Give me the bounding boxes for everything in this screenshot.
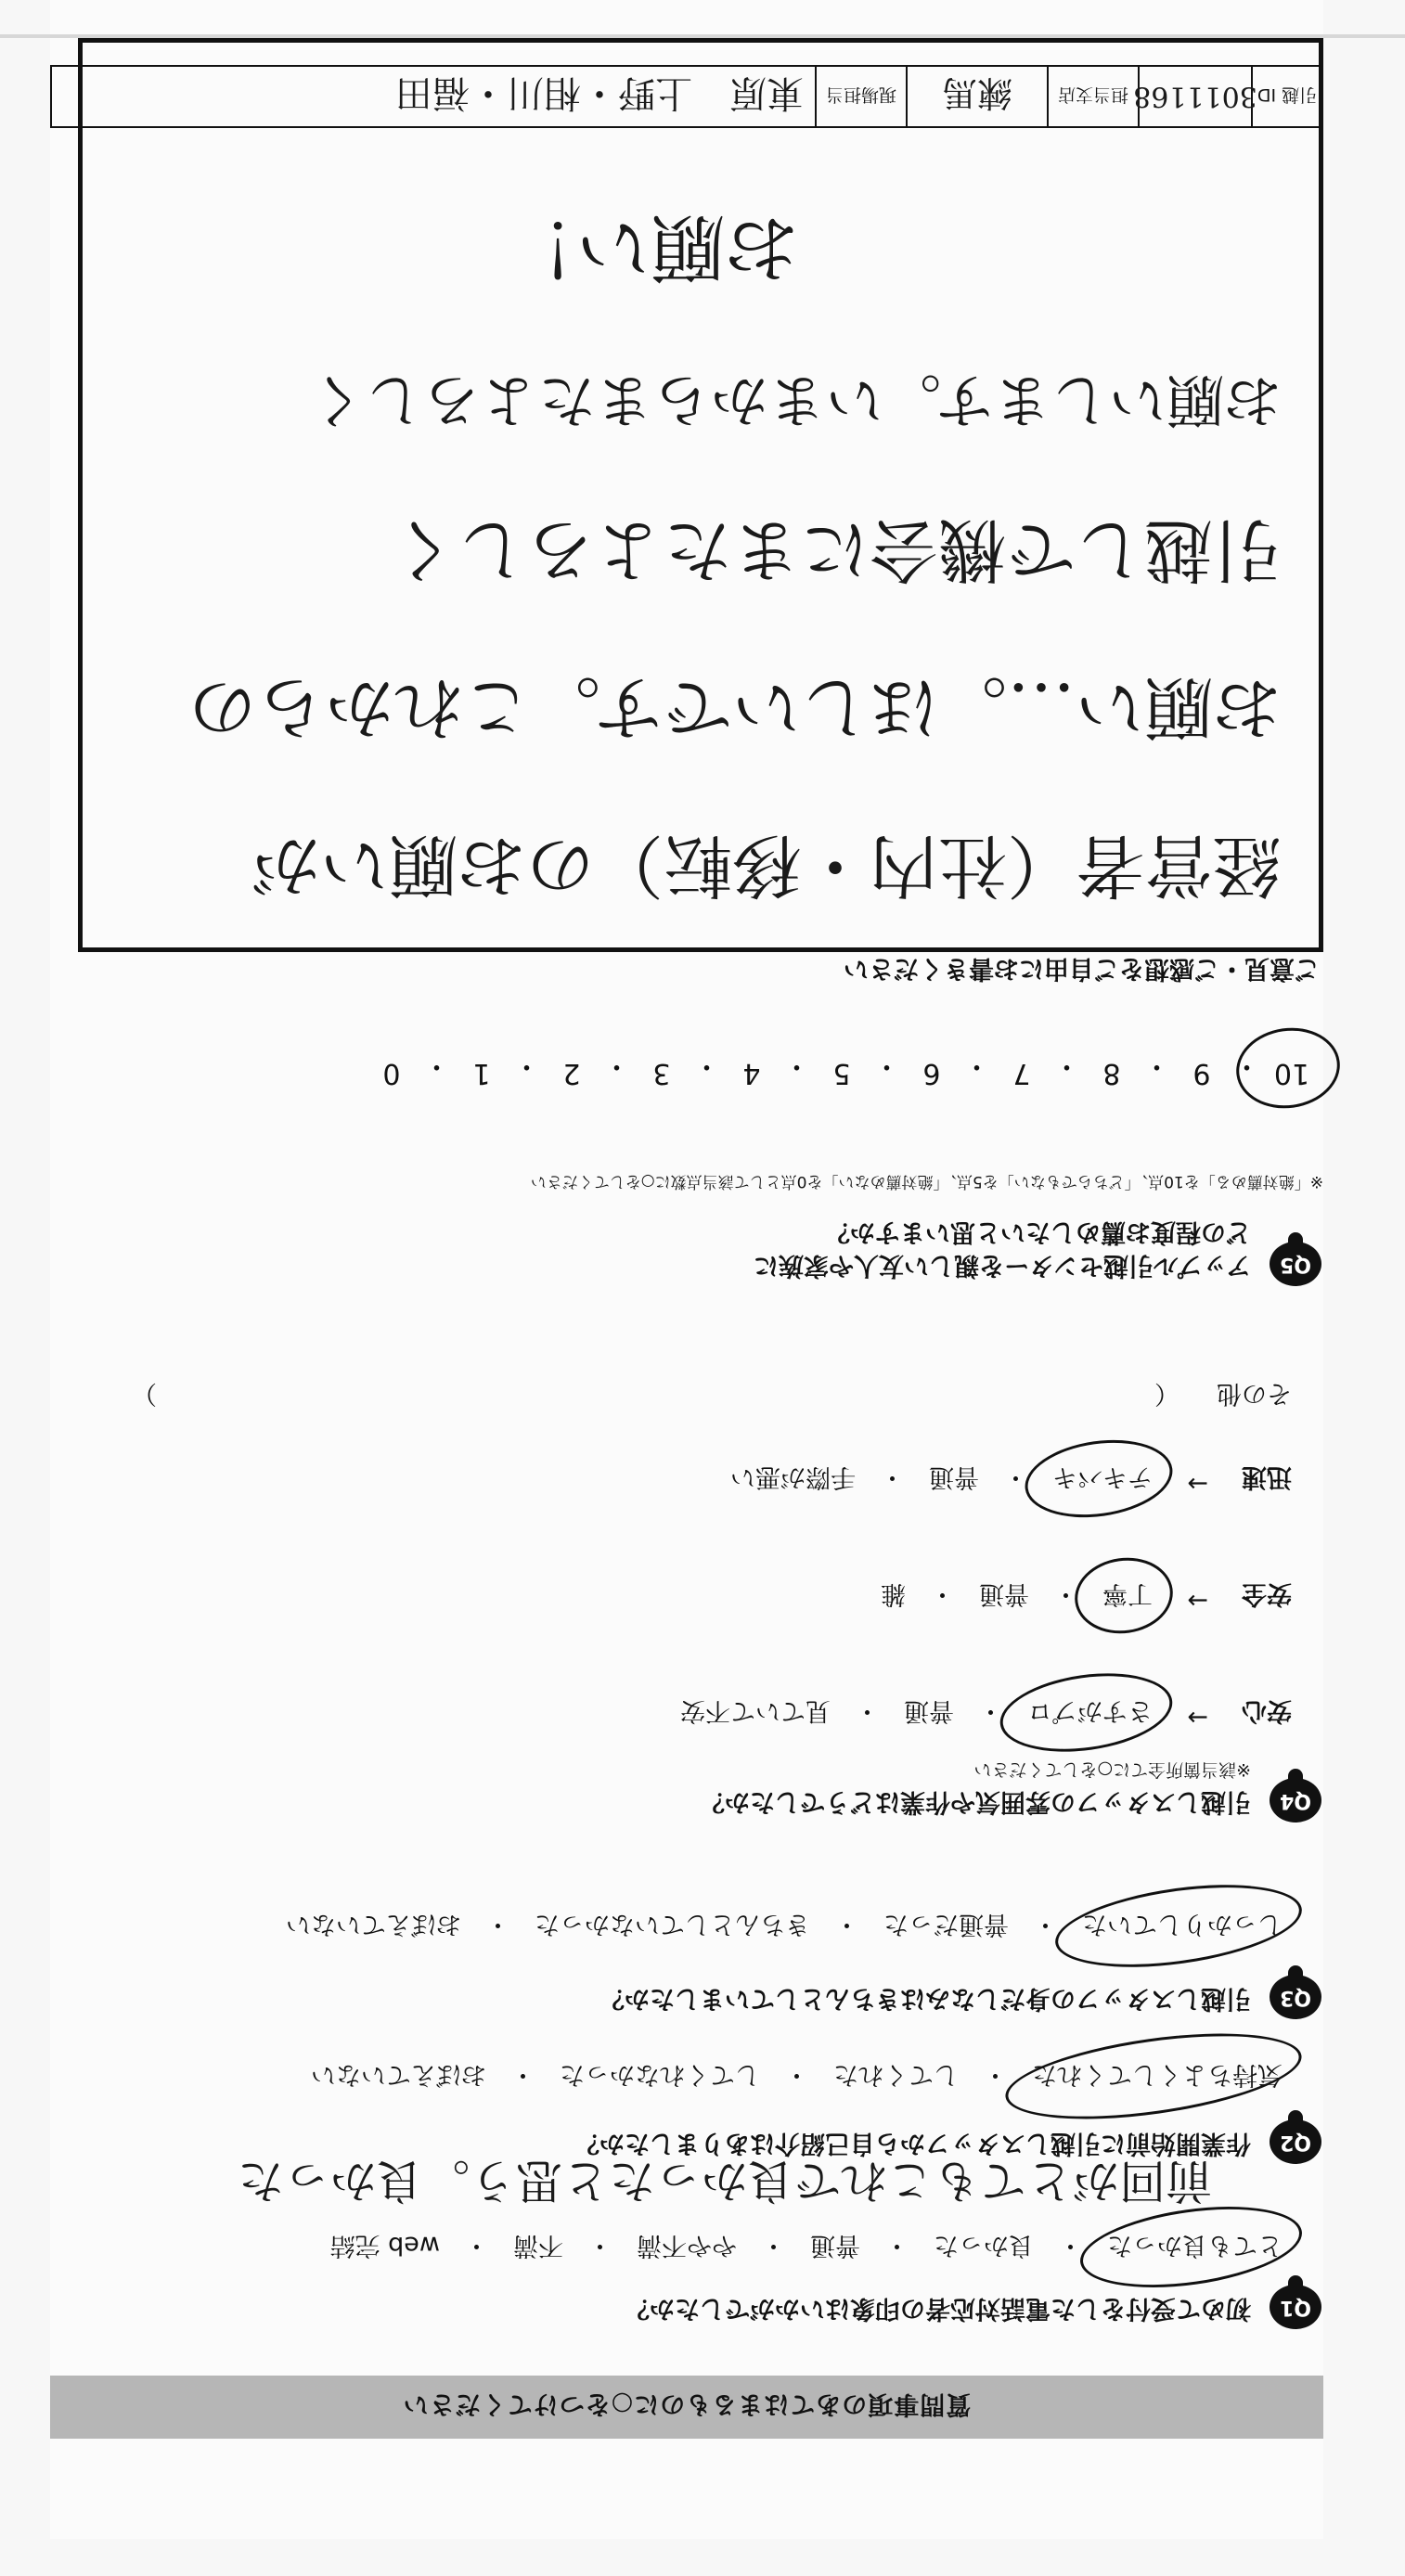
q3-options: しっかりしていた ・ 普通だった ・ きちんとしていなかった ・ おぼえていない bbox=[286, 1909, 1283, 1945]
id-value: 3011168 bbox=[1138, 67, 1251, 126]
id-label: 引越 ID bbox=[1251, 67, 1321, 126]
recommend-scale: 10 ・ 9 ・ 8 ・ 7 ・ 6 ・ 5 ・ 4 ・ 3 ・ 2 ・ 1 ・ 0 bbox=[364, 1049, 1320, 1089]
q2-option[interactable]: 気持ちよくしてくれた bbox=[1032, 2059, 1283, 2095]
scale-option[interactable]: 10 bbox=[1264, 1049, 1320, 1089]
q4-other-close: ） bbox=[132, 1379, 157, 1408]
q1-option[interactable]: 不満 bbox=[513, 2231, 563, 2260]
comment-handwriting-line: お願い…。ほしいです。これからの bbox=[187, 667, 1282, 747]
q4-other-open: （ bbox=[1154, 1379, 1179, 1408]
question-badge: Q3 bbox=[1268, 1967, 1323, 2023]
q1-option[interactable]: とても良かった bbox=[1107, 2230, 1283, 2266]
scale-option[interactable]: 3 bbox=[652, 1057, 671, 1089]
scale-option[interactable]: 7 bbox=[1012, 1057, 1031, 1089]
scale-option[interactable]: 2 bbox=[562, 1057, 581, 1089]
arrow-icon: → bbox=[1187, 1469, 1208, 1498]
arrow-icon: → bbox=[1187, 1703, 1208, 1732]
q2-option[interactable]: してくれた bbox=[833, 2060, 959, 2089]
question-5 bbox=[89, 1104, 1323, 1290]
q4-row-label: 迅速 bbox=[1242, 1462, 1292, 1491]
question-text: 初めて受付をした電話対応者の印象はいかがでしたか？ bbox=[625, 2294, 1251, 2323]
question-text: 引越しスタッフの身だしなみはきちんとしていましたか？ bbox=[599, 1984, 1251, 2013]
question-3 bbox=[89, 1912, 1323, 2023]
scale-option[interactable]: 4 bbox=[742, 1057, 761, 1089]
question-badge: Q5 bbox=[1268, 1234, 1323, 1290]
q1-handwritten-note: 前回がとてもこれで良かったと思う。良かった bbox=[238, 2154, 1212, 2208]
staff-names bbox=[52, 67, 815, 126]
q3-option[interactable]: きちんとしていなかった bbox=[535, 1910, 810, 1938]
staff-footer bbox=[50, 65, 1323, 128]
comment-handwriting-line: お願いします。いまからまたよろしく bbox=[307, 367, 1282, 434]
q3-option[interactable]: 普通だった bbox=[883, 1910, 1009, 1938]
q4-row-label: 安全 bbox=[1242, 1579, 1292, 1608]
q2-option[interactable]: してくれなかった bbox=[560, 2060, 760, 2089]
leader-value: 東原 bbox=[729, 71, 804, 115]
comment-handwriting-line: 引越しで機会にまたよろしく bbox=[389, 509, 1282, 589]
question-text: 作業開始前に引越しスタッフから自己紹介はありましたか？ bbox=[574, 2129, 1251, 2157]
question-text: アップル引越センターを親しい友人や家族に bbox=[754, 1251, 1251, 1280]
q1-option[interactable]: 良かった bbox=[934, 2231, 1034, 2260]
branch-label: 担当支店 bbox=[1047, 67, 1138, 126]
q4-other-row bbox=[132, 1378, 1292, 1414]
scale-option[interactable]: 8 bbox=[1102, 1057, 1121, 1089]
instruction-banner: 質問事項のあてはまるものに○をつけてください bbox=[50, 2376, 1323, 2439]
question-text-line2: どの程度お薦めしたいと思いますか？ bbox=[825, 1217, 1251, 1246]
q1-option[interactable]: web 完結 bbox=[329, 2231, 440, 2260]
question-badge: Q2 bbox=[1268, 2112, 1323, 2168]
question-badge: Q1 bbox=[1268, 2277, 1323, 2333]
q4-option[interactable]: 丁寧 bbox=[1102, 1578, 1153, 1615]
q3-option[interactable]: しっかりしていた bbox=[1082, 1909, 1283, 1945]
comment-handwriting-line: 経営者（社内・移転）のお願いが bbox=[251, 825, 1282, 905]
question-text: 引越しスタッフの雰囲気や作業はどうでしたか？ bbox=[700, 1787, 1251, 1816]
q4-other-label: その他 bbox=[1217, 1379, 1292, 1408]
scale-option[interactable]: 5 bbox=[832, 1057, 851, 1089]
comments-box[interactable] bbox=[78, 38, 1323, 952]
q1-option[interactable]: やや不満 bbox=[637, 2231, 737, 2260]
q1-options: とても良かった ・ 良かった ・ 普通 ・ やや不満 ・ 不満 ・ web 完結 bbox=[330, 2230, 1283, 2266]
q4-row-anshin: 安心 → さすがプロ ・ 普通 ・ 見ていて不安 bbox=[680, 1696, 1292, 1732]
leader-label: 現場担当 bbox=[815, 67, 906, 126]
branch-value: 練馬 bbox=[906, 67, 1047, 126]
q4-option[interactable]: 普通 bbox=[979, 1579, 1029, 1608]
q4-option[interactable]: さすがプロ bbox=[1027, 1695, 1153, 1732]
q4-row-label: 安心 bbox=[1242, 1696, 1292, 1725]
question-note: ※「絶対薦める」を10点、「どちらでもない」を5点、「絶対薦めない」を0点として該当点数に○をしてください bbox=[530, 1172, 1323, 1191]
scale-option[interactable]: 0 bbox=[382, 1057, 401, 1089]
q2-option[interactable]: おぼえていない bbox=[311, 2060, 486, 2089]
q4-option[interactable]: 手際が悪い bbox=[730, 1462, 856, 1491]
scale-option[interactable]: 9 bbox=[1192, 1057, 1211, 1089]
q4-row-jinsoku: 迅速 → テキパキ ・ 普通 ・ 手際が悪い bbox=[730, 1462, 1292, 1498]
q3-option[interactable]: おぼえていない bbox=[286, 1910, 461, 1938]
question-1 bbox=[89, 2154, 1323, 2333]
comment-handwriting-line: お願い！ bbox=[502, 204, 799, 290]
q4-option[interactable]: 雑 bbox=[881, 1579, 906, 1608]
q1-option[interactable]: 普通 bbox=[810, 2231, 860, 2260]
scale-option[interactable]: 6 bbox=[922, 1057, 941, 1089]
arrow-icon: → bbox=[1187, 1586, 1208, 1615]
q4-option[interactable]: 普通 bbox=[929, 1462, 979, 1491]
q4-option[interactable]: 見ていて不安 bbox=[680, 1696, 831, 1725]
q2-options: 気持ちよくしてくれた ・ してくれた ・ してくれなかった ・ おぼえていない bbox=[311, 2059, 1283, 2095]
q4-option[interactable]: 普通 bbox=[904, 1696, 954, 1725]
comments-title: ご意見・ご感想をご自由にお書きください bbox=[844, 954, 1320, 983]
question-badge: Q4 bbox=[1268, 1771, 1323, 1826]
scale-option[interactable]: 1 bbox=[472, 1057, 491, 1089]
members-value: 上野・相川・福田 bbox=[395, 71, 692, 115]
question-2 bbox=[89, 2056, 1323, 2168]
q4-option[interactable]: テキパキ bbox=[1052, 1462, 1153, 1498]
question-note: ※該当箇所全てに○をしてください bbox=[973, 1759, 1251, 1780]
q4-row-anzen: 安全 → 丁寧 ・ 普通 ・ 雑 bbox=[881, 1579, 1292, 1615]
